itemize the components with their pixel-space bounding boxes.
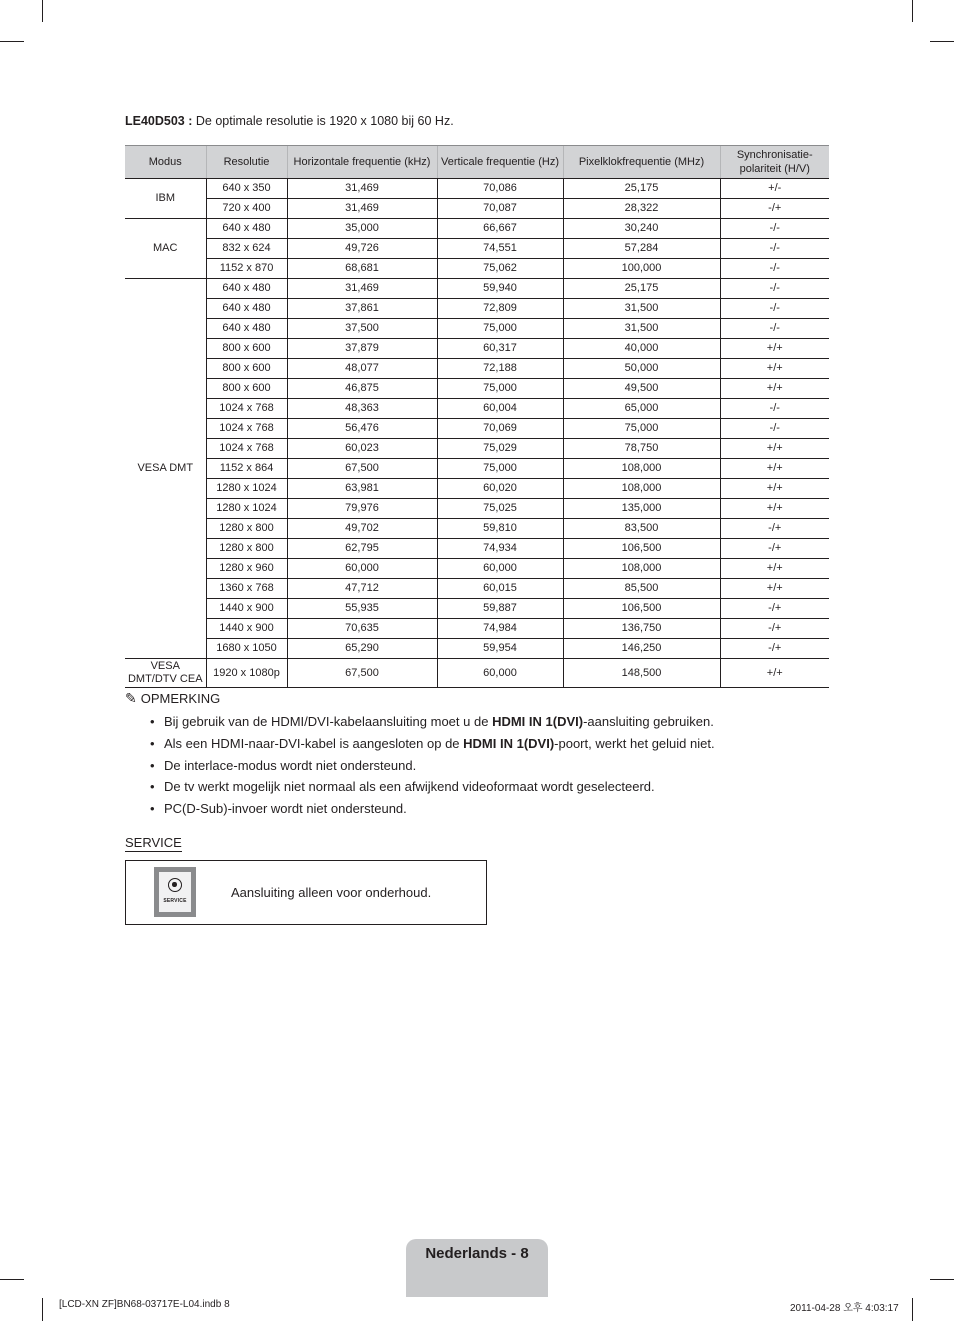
table-cell: 1440 x 900	[206, 619, 287, 639]
service-description: Aansluiting alleen voor onderhoud.	[231, 885, 432, 900]
crop-mark	[912, 0, 913, 22]
table-cell: 65,290	[287, 639, 437, 659]
table-cell: -/-	[720, 279, 829, 299]
table-cell: 640 x 480	[206, 319, 287, 339]
table-cell: 48,077	[287, 359, 437, 379]
crop-mark	[912, 1298, 913, 1321]
table-cell: 57,284	[563, 239, 720, 259]
table-cell: 74,551	[437, 239, 563, 259]
table-cell: 70,087	[437, 199, 563, 219]
table-cell: 1280 x 1024	[206, 499, 287, 519]
note-text: -aansluiting gebruiken.	[583, 714, 714, 729]
note-port-name: HDMI IN 1(DVI)	[492, 714, 584, 729]
resolution-table	[125, 145, 829, 688]
table-row	[125, 619, 829, 639]
table-cell: 70,635	[287, 619, 437, 639]
table-cell: 31,500	[563, 319, 720, 339]
table-cell: 60,317	[437, 339, 563, 359]
crop-mark	[930, 1279, 954, 1280]
column-header: Verticale frequentie (Hz)	[437, 146, 563, 179]
table-cell: +/+	[720, 499, 829, 519]
table-cell: 59,887	[437, 599, 563, 619]
intro-line	[125, 114, 454, 128]
table-row	[125, 479, 829, 499]
page-number-tab	[406, 1239, 548, 1297]
table-cell: 75,062	[437, 259, 563, 279]
service-icon-dot	[172, 882, 177, 887]
table-cell: 59,940	[437, 279, 563, 299]
table-cell: 31,469	[287, 279, 437, 299]
table-cell: 60,000	[437, 659, 563, 688]
print-file-info: [LCD-XN ZF]BN68-03717E-L04.indb 8	[59, 1299, 230, 1310]
table-cell: 79,976	[287, 499, 437, 519]
table-cell: 108,000	[563, 559, 720, 579]
table-cell: 28,322	[563, 199, 720, 219]
table-row	[125, 179, 829, 199]
page-label: Nederlands - 8	[425, 1245, 529, 1262]
table-cell: 1280 x 800	[206, 539, 287, 559]
table-cell: 1440 x 900	[206, 599, 287, 619]
table-cell: 70,069	[437, 419, 563, 439]
table-row	[125, 639, 829, 659]
table-row	[125, 279, 829, 299]
table-cell: 25,175	[563, 179, 720, 199]
table-cell: +/+	[720, 339, 829, 359]
table-cell: 1152 x 864	[206, 459, 287, 479]
note-text: Bij gebruik van de HDMI/DVI-kabelaansluiting moet u de	[164, 714, 493, 729]
table-cell: 85,500	[563, 579, 720, 599]
table-cell: 37,500	[287, 319, 437, 339]
table-cell: 108,000	[563, 479, 720, 499]
table-cell: 47,712	[287, 579, 437, 599]
table-cell: 49,702	[287, 519, 437, 539]
model-name: LE40D503 :	[125, 114, 193, 128]
table-cell: +/+	[720, 579, 829, 599]
table-cell: 74,984	[437, 619, 563, 639]
table-cell: +/+	[720, 359, 829, 379]
crop-mark	[0, 1279, 24, 1280]
table-cell: 60,023	[287, 439, 437, 459]
table-row	[125, 519, 829, 539]
table-cell: 56,476	[287, 419, 437, 439]
table-cell: 75,000	[563, 419, 720, 439]
table-cell: 75,000	[437, 319, 563, 339]
table-cell: +/+	[720, 439, 829, 459]
table-cell: +/+	[720, 659, 829, 688]
table-cell: -/-	[720, 219, 829, 239]
table-row	[125, 419, 829, 439]
table-cell: 60,015	[437, 579, 563, 599]
table-cell: 640 x 350	[206, 179, 287, 199]
column-header: Resolutie	[206, 146, 287, 179]
table-cell: 72,188	[437, 359, 563, 379]
table-cell: 48,363	[287, 399, 437, 419]
table-cell: 1024 x 768	[206, 419, 287, 439]
table-row	[125, 299, 829, 319]
table-cell: 1024 x 768	[206, 399, 287, 419]
table-cell: 640 x 480	[206, 219, 287, 239]
pencil-icon: ✎	[125, 690, 137, 706]
table-cell: -/-	[720, 259, 829, 279]
table-cell: 135,000	[563, 499, 720, 519]
table-cell: -/+	[720, 539, 829, 559]
table-cell: 63,981	[287, 479, 437, 499]
note-title: OPMERKING	[140, 691, 221, 706]
table-cell: 78,750	[563, 439, 720, 459]
note-text: De tv werkt mogelijk niet normaal als een afwijkend videoformaat wordt geselecteerd.	[164, 779, 655, 795]
table-body	[125, 179, 829, 688]
table-cell: 75,029	[437, 439, 563, 459]
table-cell: 100,000	[563, 259, 720, 279]
table-cell: 1680 x 1050	[206, 639, 287, 659]
crop-mark	[42, 0, 43, 22]
table-cell: 60,000	[287, 559, 437, 579]
table-row	[125, 199, 829, 219]
table-row	[125, 379, 829, 399]
table-cell: 720 x 400	[206, 199, 287, 219]
table-cell: +/+	[720, 479, 829, 499]
table-row	[125, 499, 829, 519]
table-cell: +/+	[720, 459, 829, 479]
table-cell: 25,175	[563, 279, 720, 299]
table-cell: 72,809	[437, 299, 563, 319]
note-text: Als een HDMI-naar-DVI-kabel is aangesloten op de	[164, 735, 464, 751]
table-cell: 50,000	[563, 359, 720, 379]
service-heading: SERVICE	[125, 835, 182, 850]
note-text: -poort, werkt het geluid niet.	[554, 735, 715, 751]
table-cell: 75,000	[437, 379, 563, 399]
table-cell: -/-	[720, 319, 829, 339]
table-cell: 31,500	[563, 299, 720, 319]
table-cell: 106,500	[563, 539, 720, 559]
table-row	[125, 319, 829, 339]
table-cell: -/+	[720, 519, 829, 539]
table-cell: 65,000	[563, 399, 720, 419]
table-cell: 37,861	[287, 299, 437, 319]
note-text: PC(D-Sub)-invoer wordt niet ondersteund.	[164, 801, 407, 817]
table-cell: 55,935	[287, 599, 437, 619]
mode-cell: VESA DMT/DTV CEA	[125, 659, 206, 688]
mode-cell: VESA DMT	[125, 279, 206, 659]
print-timestamp: 2011-04-28 오후 4:03:17	[790, 1303, 899, 1314]
note-list	[150, 713, 715, 822]
table-cell: 1280 x 960	[206, 559, 287, 579]
table-cell: 800 x 600	[206, 379, 287, 399]
table-row	[125, 539, 829, 559]
column-header: Pixelklokfrequentie (MHz)	[563, 146, 720, 179]
table-cell: -/-	[720, 239, 829, 259]
table-cell: 66,667	[437, 219, 563, 239]
table-cell: 1280 x 800	[206, 519, 287, 539]
table-row	[125, 219, 829, 239]
table-cell: 60,004	[437, 399, 563, 419]
table-cell: 146,250	[563, 639, 720, 659]
table-cell: -/+	[720, 199, 829, 219]
table-cell: 1360 x 768	[206, 579, 287, 599]
table-cell: 40,000	[563, 339, 720, 359]
table-cell: 83,500	[563, 519, 720, 539]
mode-cell: IBM	[125, 179, 206, 219]
table-cell: 108,000	[563, 459, 720, 479]
list-item	[150, 757, 715, 779]
table-cell: 59,954	[437, 639, 563, 659]
table-header-row	[125, 146, 829, 179]
column-header: Synchronisatie-polariteit (H/V)	[720, 146, 829, 179]
table-cell: -/+	[720, 619, 829, 639]
table-cell: 31,469	[287, 199, 437, 219]
table-row	[125, 659, 829, 688]
note-text: De interlace-modus wordt niet ondersteund.	[164, 757, 417, 773]
table-cell: 800 x 600	[206, 339, 287, 359]
table-cell: 60,000	[437, 559, 563, 579]
table-row	[125, 559, 829, 579]
table-cell: +/+	[720, 559, 829, 579]
table-cell: 30,240	[563, 219, 720, 239]
table-cell: 67,500	[287, 459, 437, 479]
note-port-name: HDMI IN 1(DVI)	[463, 735, 555, 751]
mode-cell: MAC	[125, 219, 206, 279]
list-item	[150, 778, 715, 800]
crop-mark	[42, 1298, 43, 1321]
table-cell: 74,934	[437, 539, 563, 559]
table-row	[125, 459, 829, 479]
service-box	[125, 860, 487, 925]
table-cell: 75,000	[437, 459, 563, 479]
table-row	[125, 439, 829, 459]
table-cell: -/-	[720, 299, 829, 319]
list-item	[150, 713, 715, 735]
table-row	[125, 239, 829, 259]
column-header: Horizontale frequentie (kHz)	[287, 146, 437, 179]
table-cell: 106,500	[563, 599, 720, 619]
column-header: Modus	[125, 146, 206, 179]
table-row	[125, 259, 829, 279]
table-cell: -/+	[720, 599, 829, 619]
table-cell: 1280 x 1024	[206, 479, 287, 499]
table-cell: 67,500	[287, 659, 437, 688]
table-cell: -/-	[720, 399, 829, 419]
table-row	[125, 579, 829, 599]
table-cell: 49,726	[287, 239, 437, 259]
table-row	[125, 339, 829, 359]
table-cell: 62,795	[287, 539, 437, 559]
table-cell: 640 x 480	[206, 299, 287, 319]
note-heading	[125, 690, 220, 707]
table-cell: 640 x 480	[206, 279, 287, 299]
table-cell: 37,879	[287, 339, 437, 359]
table-cell: 832 x 624	[206, 239, 287, 259]
list-item	[150, 735, 715, 757]
table-cell: 1024 x 768	[206, 439, 287, 459]
table-cell: -/-	[720, 419, 829, 439]
list-item	[150, 800, 715, 822]
intro-text: De optimale resolutie is 1920 x 1080 bij 60 Hz.	[192, 114, 454, 128]
service-icon-plate	[159, 872, 191, 912]
table-cell: 1152 x 870	[206, 259, 287, 279]
table-cell: 136,750	[563, 619, 720, 639]
table-row	[125, 599, 829, 619]
table-cell: 800 x 600	[206, 359, 287, 379]
table-cell: -/+	[720, 639, 829, 659]
service-icon-label: SERVICE	[163, 898, 187, 904]
table-cell: +/+	[720, 379, 829, 399]
crop-mark	[0, 41, 24, 42]
table-cell: 59,810	[437, 519, 563, 539]
table-cell: 148,500	[563, 659, 720, 688]
table-cell: 35,000	[287, 219, 437, 239]
service-port-icon	[154, 867, 196, 917]
table-cell: 68,681	[287, 259, 437, 279]
crop-mark	[930, 41, 954, 42]
table-cell: 1920 x 1080p	[206, 659, 287, 688]
table-cell: 31,469	[287, 179, 437, 199]
table-cell: 46,875	[287, 379, 437, 399]
table-cell: +/-	[720, 179, 829, 199]
table-cell: 70,086	[437, 179, 563, 199]
table-cell: 49,500	[563, 379, 720, 399]
table-cell: 60,020	[437, 479, 563, 499]
table-row	[125, 399, 829, 419]
table-row	[125, 359, 829, 379]
table-cell: 75,025	[437, 499, 563, 519]
